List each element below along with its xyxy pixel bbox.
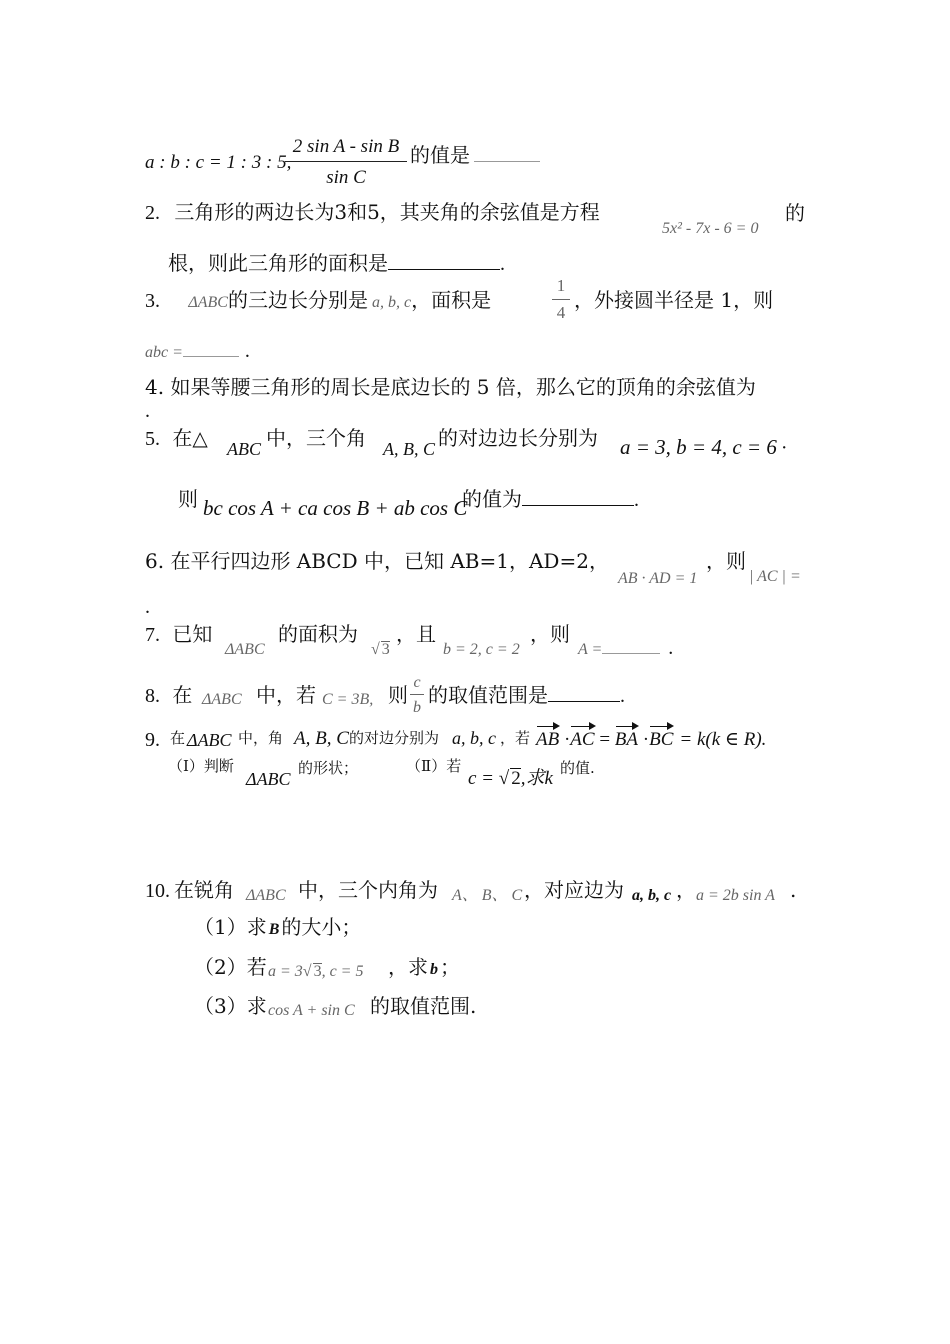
q5-text: 中，三个角 <box>266 426 366 450</box>
q8-tri: ΔABC <box>202 691 242 708</box>
q7-text3: ，则 <box>530 622 570 646</box>
q9-text2: 中，角 <box>238 729 284 747</box>
q7-answer: A = . <box>578 637 674 659</box>
q5-expr: bc cos A + ca cos B + ab cos C <box>203 496 468 520</box>
q2-tail: 的 <box>785 201 805 225</box>
q2-number: 2. <box>145 202 160 224</box>
q3-line2: abc = . <box>145 340 250 362</box>
q3-tail: ，外接圆半径是 1，则 <box>574 288 774 312</box>
q2-text: 三角形的两边长为3和5，其夹角的余弦值是方程 <box>174 200 600 224</box>
q5-angles: A, B, C <box>383 439 435 459</box>
q7-text2: ，且 <box>396 622 436 646</box>
q5-line2-tail: 的值为 . <box>462 487 639 511</box>
q7-tri: ΔABC <box>225 641 265 658</box>
q10-sub2-tail: ，求 b ； <box>388 955 460 979</box>
q7-text: 的面积为 <box>278 622 358 646</box>
q1-fraction <box>285 136 407 188</box>
q2-line2: 根，则此三角形的面积是 . <box>168 251 505 275</box>
q1-tail: 的值是 <box>410 145 540 165</box>
q5-tri: ABC <box>227 439 261 459</box>
vector-bc: BC <box>649 729 674 750</box>
q9-part2-expr: c = √ 2,求k <box>468 768 553 789</box>
q9-part2-tail: 的值. <box>560 759 595 777</box>
q9-text: 在 <box>170 729 186 747</box>
q8-fraction: c b <box>410 674 424 720</box>
q10-text4: . <box>790 878 797 902</box>
q9-part2: （Ⅱ）若 <box>406 757 462 775</box>
vector-ac: AC <box>570 729 595 750</box>
q9-text4: ，若 <box>500 729 531 747</box>
question-5: 5. 在△ <box>145 426 208 450</box>
vector-ba: BA <box>614 729 639 750</box>
question-3: 3. ΔABC的三边长分别是 a, b, c，面积是 <box>145 288 492 312</box>
ratio-expr: a : b : c = 1 : 3 : 5, <box>145 152 292 173</box>
q3-fraction: 1 4 <box>552 276 570 324</box>
q6-dot: AB · AD = 1 <box>618 570 698 587</box>
q9-sides: a, b, c <box>452 728 496 748</box>
question-6: 6. 在平行四边形 ABCD 中，已知 AB=1，AD=2， <box>145 549 609 573</box>
q10-text2: ，对应边为 <box>524 878 624 902</box>
q2-equation: 5x² - 7x - 6 = 0 <box>662 220 759 237</box>
q5-values: a = 3, b = 4, c = 6 · <box>620 435 788 459</box>
q10-angles: A、 B、 C <box>452 887 523 904</box>
q10-sub2: （2）若 <box>194 955 267 979</box>
q10-text: 中，三个内角为 <box>298 878 438 902</box>
q10-tri: ΔABC <box>246 887 286 904</box>
q10-sub3-tail: 的取值范围. <box>370 994 477 1018</box>
q1-frac-num: 2 sin A - sin B <box>292 136 400 157</box>
q1-line <box>145 151 291 172</box>
q9-vector-eq: AB ·AC = BA ·BC = k(k ∈ R). <box>536 729 767 750</box>
question-10: 10. 在锐角 <box>145 878 234 902</box>
q10-cond: a = 2b sin A <box>696 887 775 904</box>
q7-sides: b = 2, c = 2 <box>443 641 520 658</box>
q10-text3: ， <box>676 878 696 902</box>
q9-part1: （Ⅰ）判断 <box>168 757 234 775</box>
q9-text3: 的对边分别为 <box>349 729 440 747</box>
q10-sub1: （1）求 B 的大小； <box>194 915 362 939</box>
q10-sides: a, b, c <box>632 887 672 904</box>
q9-part1-tail: 的形状； <box>298 759 359 777</box>
vector-ab: AB <box>536 729 560 750</box>
question-2 <box>145 202 600 223</box>
q9-part1-tri: ΔABC <box>246 769 291 789</box>
q10-sub3-expr: cos A + sin C <box>268 1002 355 1019</box>
question-8: 8. 在 <box>145 683 193 707</box>
q6-abs: | AC | = <box>749 568 801 585</box>
q9-tri: ΔABC <box>187 730 232 750</box>
q8-cond: C = 3B, <box>322 691 374 708</box>
q5-line2: 则 <box>178 487 198 511</box>
q10-sub2-expr: a = 3√ 3, c = 5 <box>268 963 364 980</box>
q9-angles: A, B, C <box>294 728 349 749</box>
q1-frac-den: sin C <box>326 167 366 188</box>
q6-tail: ，则 <box>706 549 746 573</box>
q7-sqrt: √ 3 <box>371 641 390 658</box>
question-4: 4. 如果等腰三角形的周长是底边长的 5 倍，那么它的顶角的余弦值为 <box>145 375 756 399</box>
question-7: 7. 已知 <box>145 622 213 646</box>
q8-text: 中，若 <box>256 683 316 707</box>
question-9: 9. <box>145 729 160 751</box>
q8-then: 则 <box>388 683 408 707</box>
q5-text2: 的对边边长分别为 <box>438 426 598 450</box>
q8-tail: 的取值范围是 . <box>428 683 625 707</box>
q10-sub3: （3）求 <box>194 994 267 1018</box>
